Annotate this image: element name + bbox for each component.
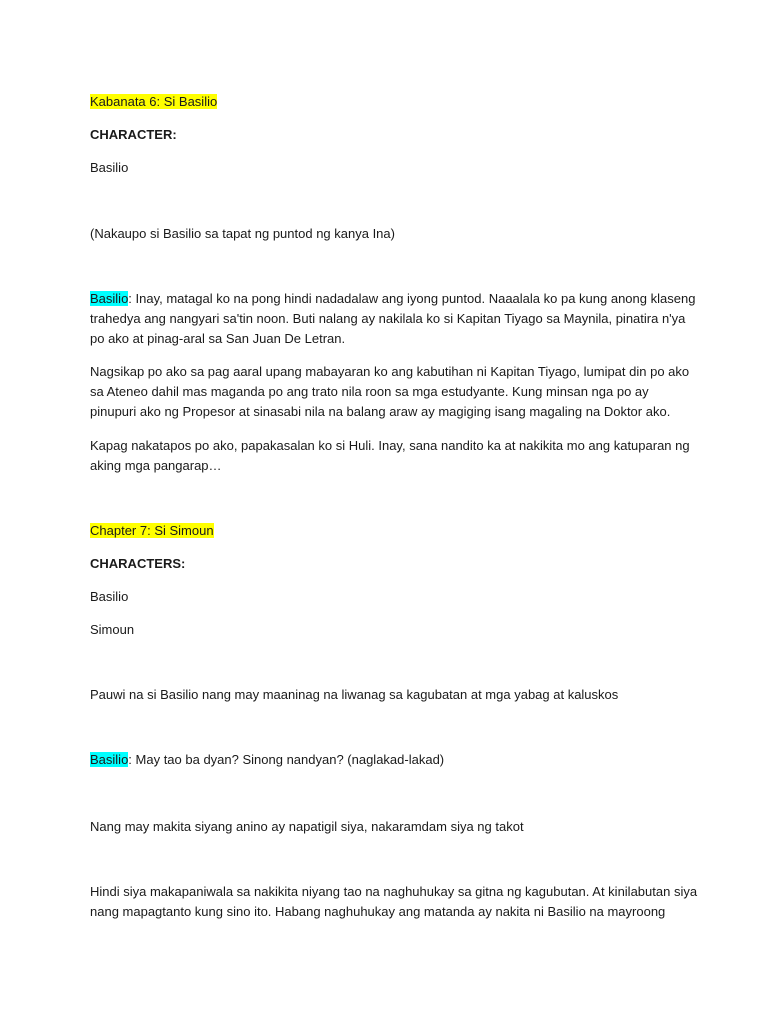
stage-direction: (Nakaupo si Basilio sa tapat ng puntod ng kanya Ina)	[90, 226, 395, 241]
dialogue-line	[90, 289, 696, 309]
narration: Pauwi na si Basilio nang may maaninag na liwanag sa kagubatan at mga yabag at kaluskos	[90, 687, 619, 702]
narration: Hindi siya makapaniwala sa nakikita niyang tao na naghuhukay sa gitna ng kagubutan. At kinilabutan siya	[90, 884, 698, 899]
narration: nang mapagtanto kung sino ito. Habang naghuhukay ang matanda ay nakita ni Basilio na mayroong	[90, 904, 666, 919]
chapter-heading-text: Kabanata 6: Si Basilio	[90, 94, 218, 109]
chapter-heading	[90, 92, 690, 112]
speaker-name: Basilio	[90, 291, 129, 306]
character-name: Simoun	[90, 622, 135, 637]
dialogue-text: : Inay, matagal ko na pong hindi nadadalaw ang iyong puntod. Naaalala ko pa kung anong klaseng	[128, 291, 696, 306]
speaker-name: Basilio	[90, 752, 129, 767]
chapter-heading-text: Chapter 7: Si Simoun	[90, 523, 214, 538]
dialogue-text: : May tao ba dyan? Sinong nandyan? (naglakad-lakad)	[128, 752, 445, 767]
character-name: Basilio	[90, 160, 129, 175]
dialogue-text: po ako at pinag-aral sa San Juan De Letran.	[90, 331, 346, 346]
paragraph-line: aking mga pangarap…	[90, 458, 222, 473]
paragraph-line: sa Ateneo dahil mas maganda po ang trato nila roon sa mga estudyante. Kung minsan nga po ay	[90, 384, 649, 399]
paragraph-line: Kapag nakatapos po ako, papakasalan ko si Huli. Inay, sana nandito ka at nakikita mo ang katuparan ng	[90, 438, 690, 453]
chapter-heading	[90, 521, 690, 541]
dialogue-line	[90, 750, 690, 770]
characters-label: CHARACTER:	[90, 127, 177, 142]
narration: Nang may makita siyang anino ay napatigil siya, nakaramdam siya ng takot	[90, 819, 524, 834]
dialogue-text: trahedya ang nangyari sa'tin noon. Buti nalang ay nakilala ko si Kapitan Tiyago sa Maynila, pinatira n'ya	[90, 311, 686, 326]
characters-label: CHARACTERS:	[90, 556, 186, 571]
paragraph-line: Nagsikap po ako sa pag aaral upang mabayaran ko ang kabutihan ni Kapitan Tiyago, lumipat din po ako	[90, 364, 690, 379]
character-name: Basilio	[90, 589, 129, 604]
paragraph-line: pinupuri ako ng Propesor at sinasabi nila na balang araw ay magiging isang magaling na Doktor ako.	[90, 404, 671, 419]
